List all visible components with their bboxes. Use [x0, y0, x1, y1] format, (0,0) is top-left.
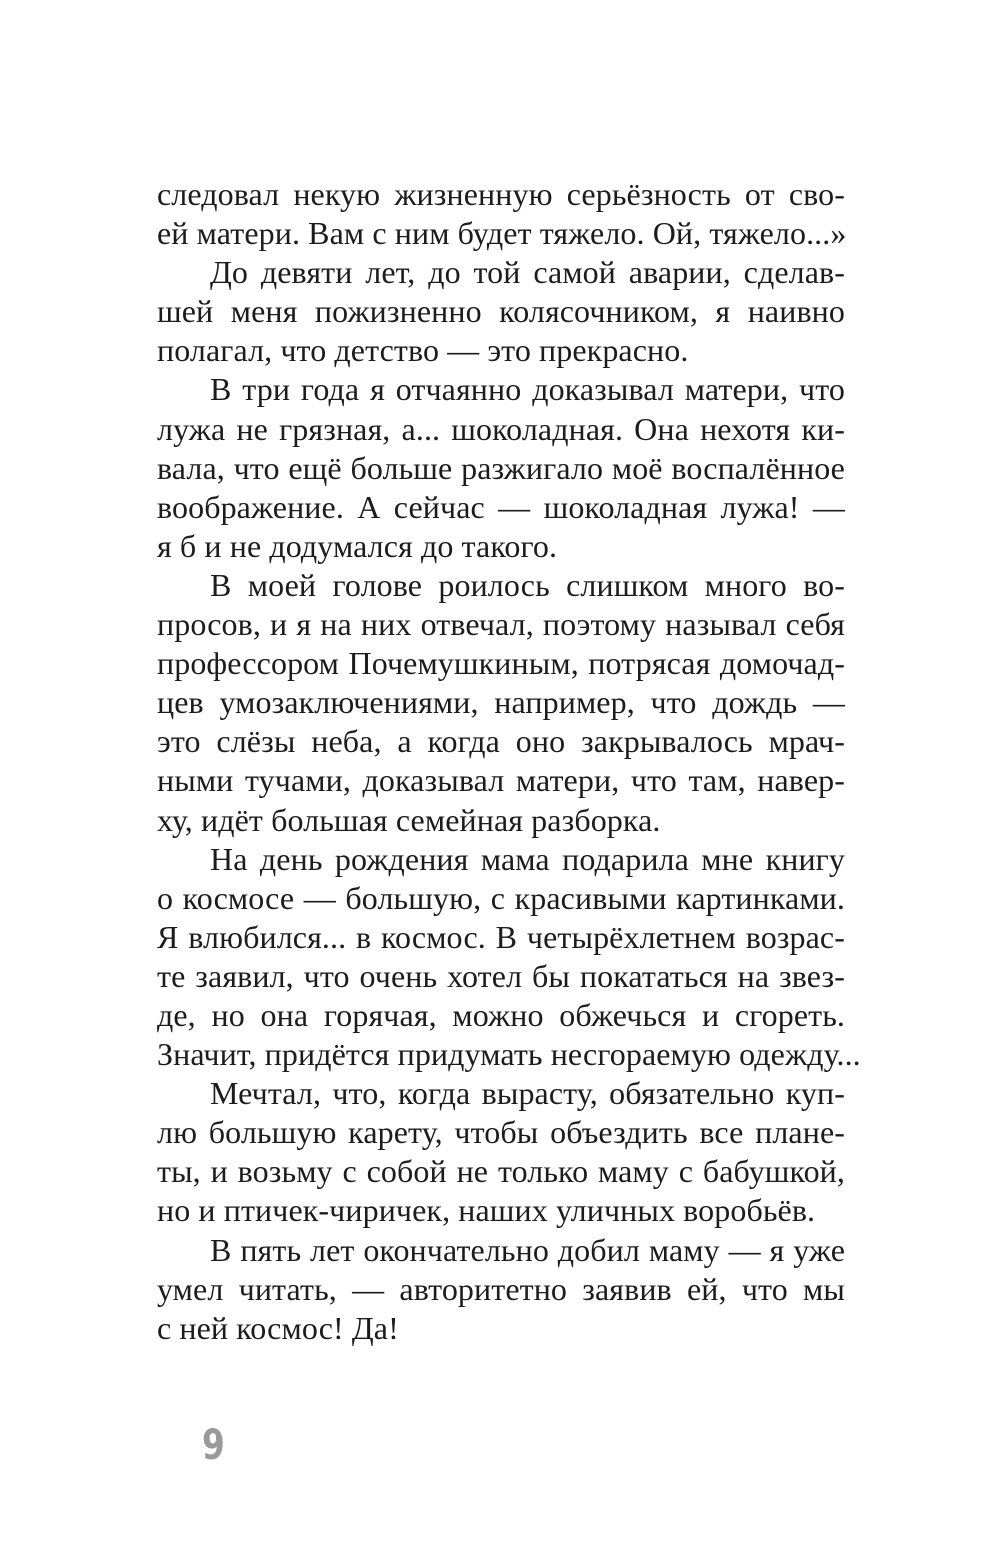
text-line: профессором Почемушкиным, потрясая домочад- — [157, 645, 845, 682]
text-line: Значит, придётся придумать несгораемую одежду... — [157, 1036, 861, 1073]
text-line: я б и не додумался до такого. — [157, 527, 558, 564]
text-line: В пять лет окончательно добил маму — я уже — [210, 1231, 845, 1268]
text-line: воображение. А сейчас — шоколадная лужа! — — [157, 488, 845, 525]
text-line: цев умозаключениями, например, что дождь — — [157, 684, 845, 721]
text-line: До девяти лет, до той самой аварии, сделав- — [210, 254, 845, 291]
text-line: В моей голове роилось слишком много во- — [210, 566, 845, 603]
text-line: но и птичек-чиричек, наших уличных воробьёв. — [157, 1192, 816, 1229]
text-line: о космосе — большую, с красивыми картинками. — [157, 879, 845, 916]
text-line: это слёзы неба, а когда оно закрывалось мрач- — [157, 723, 845, 760]
text-line: просов, и я на них отвечал, поэтому называл себя — [157, 606, 845, 643]
text-line: те заявил, что очень хотел бы покататься на звез- — [157, 957, 845, 994]
text-line: шей меня пожизненно колясочником, я наивно — [157, 293, 845, 330]
text-line: лю большую карету, чтобы объездить все плане- — [157, 1114, 845, 1151]
text-line: Я влюбился... в космос. В четырёхлетнем возрас- — [157, 918, 845, 955]
text-line: ху, идёт большая семейная разборка. — [157, 801, 661, 838]
body-text — [157, 175, 861, 1348]
text-line: с ней космос! Да! — [157, 1309, 399, 1346]
text-line: полагал, что детство — это прекрасно. — [157, 332, 689, 369]
text-line: Мечтал, что, когда вырасту, обязательно куп- — [210, 1075, 845, 1112]
text-line: лужа не грязная, а... шоколадная. Она нехотя ки- — [157, 410, 845, 447]
text-line: де, но она горячая, можно обжечься и сгореть. — [157, 996, 845, 1033]
text-line: ными тучами, доказывал матери, что там, навер- — [157, 762, 845, 799]
text-line: умел читать, — авторитетно заявив ей, что мы — [157, 1270, 845, 1307]
text-line: В три года я отчаянно доказывал матери, что — [210, 371, 845, 408]
text-line: ей матери. Вам с ним будет тяжело. Ой, тяжело...» — [157, 215, 847, 252]
page-number: 9 — [202, 1420, 225, 1469]
text-line: ты, и возьму с собой не только маму с бабушкой, — [157, 1153, 845, 1190]
text-line: вала, что ещё больше разжигало моё воспалённое — [157, 449, 845, 486]
text-line: следовал некую жизненную серьёзность от сво- — [157, 176, 845, 212]
text-line: На день рождения мама подарила мне книгу — [210, 840, 845, 877]
